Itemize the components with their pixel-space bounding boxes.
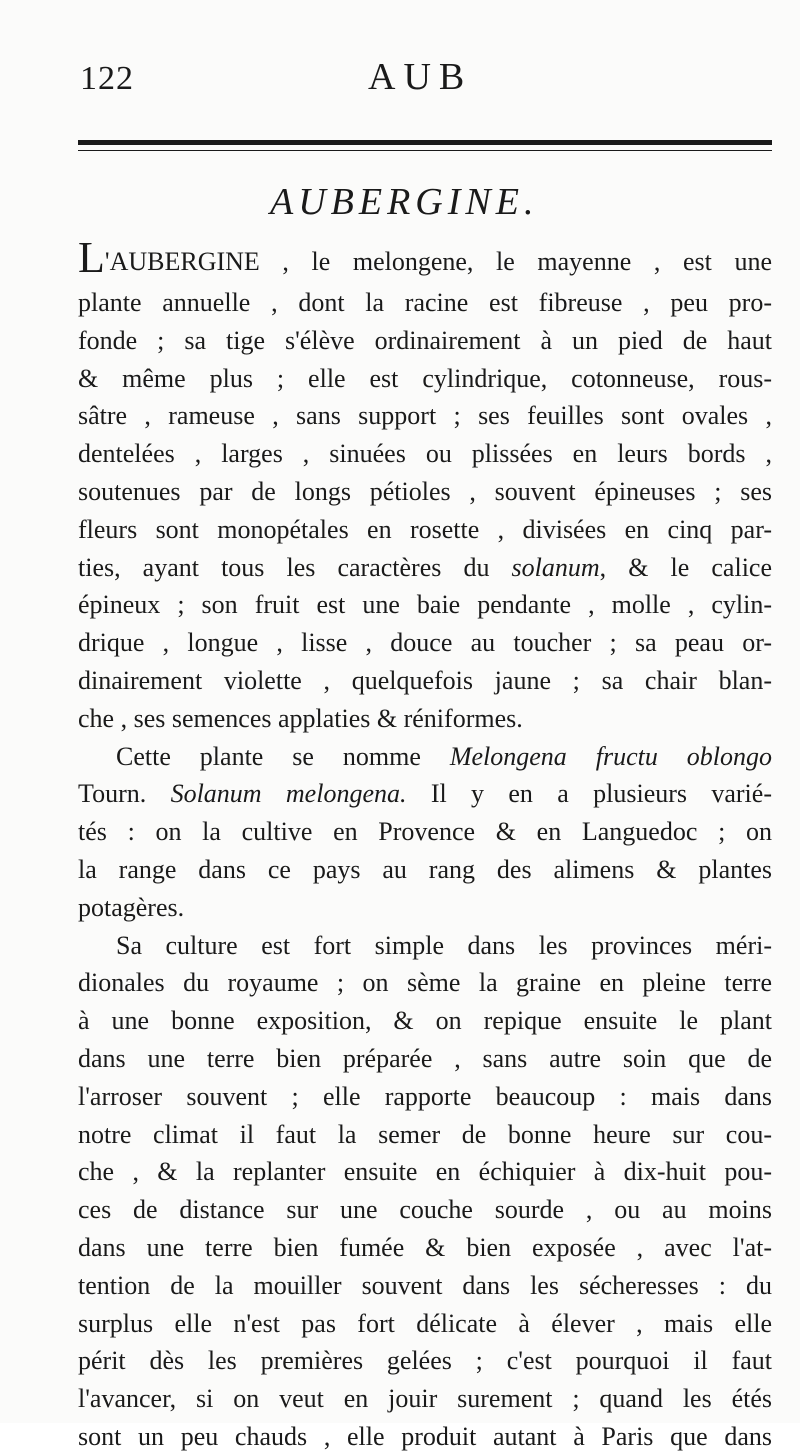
paragraph <box>78 233 772 738</box>
line-text: & même plus ; elle est cylindrique, cotonneuse, rous- <box>78 363 772 393</box>
line-text: sont un peu chauds , elle produit autant à Paris que dans <box>78 1421 772 1451</box>
line-text: l'avancer, si on veut en jouir surement ; quand les étés <box>78 1384 772 1414</box>
text-line <box>78 662 772 700</box>
text-line <box>78 813 772 851</box>
line-text: à une bonne exposition, & on repique ensuite le plant <box>78 1006 772 1036</box>
line-text: dans une terre bien fumée & bien exposée , avec l'at- <box>78 1232 772 1262</box>
text-line <box>78 511 772 549</box>
line-text: sâtre , rameuse , sans support ; ses feuilles sont ovales , <box>78 401 772 431</box>
text-line <box>78 775 772 813</box>
line-text: ces de distance sur une couche sourde , ou au moins <box>78 1195 772 1225</box>
line-text: périt dès les premières gelées ; c'est pourquoi il faut <box>78 1346 772 1376</box>
text-line <box>78 1418 772 1456</box>
line-text: dans une terre bien préparée , sans autre soin que de <box>78 1043 772 1073</box>
header-rule-thin <box>78 150 772 151</box>
line-text: tention de la mouiller souvent dans les sécheresses : du <box>78 1270 772 1300</box>
line-text: Il y en a plusieurs varié- <box>406 779 772 809</box>
article-body <box>78 233 773 1456</box>
line-text: Cette plante se nomme <box>116 741 450 771</box>
text-line <box>78 284 772 322</box>
line-text: 'AUBERGINE , le melongene, le mayenne , est une <box>104 247 772 276</box>
text-line <box>78 1078 772 1116</box>
article-title: AUBERGINE. <box>270 181 539 223</box>
text-line <box>78 889 772 927</box>
text-line <box>78 1191 772 1229</box>
text-line <box>78 473 772 511</box>
text-line <box>78 1342 772 1380</box>
text-line <box>78 586 772 624</box>
line-text: notre climat il faut la semer de bonne heure sur cou- <box>78 1119 772 1149</box>
line-text: surplus elle n'est pas fort délicate à élever , mais elle <box>78 1308 772 1338</box>
paragraph <box>78 738 772 927</box>
text-line <box>78 1116 772 1154</box>
text-line <box>78 851 772 889</box>
text-line <box>78 927 772 965</box>
text-line <box>78 360 772 398</box>
text-line <box>78 1229 772 1267</box>
italic-term: Solanum melongena. <box>170 779 407 809</box>
line-text: ties, ayant tous les caractères du <box>78 552 512 582</box>
paragraph <box>78 927 772 1456</box>
text-line <box>78 738 772 776</box>
initial-letter: L <box>78 233 105 282</box>
text-line <box>78 1267 772 1305</box>
text-line <box>78 322 772 360</box>
line-text: , & le calice <box>599 552 772 582</box>
line-text: Sa culture est fort simple dans les provinces méri- <box>116 930 772 960</box>
line-text: dionales du royaume ; on sème la graine en pleine terre <box>78 968 772 998</box>
line-text: fonde ; sa tige s'élève ordinairement à un pied de haut <box>78 325 772 355</box>
line-text: plante annuelle , dont la racine est fibreuse , peu pro- <box>78 288 772 317</box>
line-text: tés : on la cultive en Provence & en Languedoc ; on <box>78 817 772 847</box>
header-rule-thick <box>78 140 772 145</box>
text-line <box>78 1305 772 1343</box>
text-line <box>78 624 772 662</box>
line-text: dentelées , larges , sinuées ou plissées en leurs bords , <box>78 439 772 469</box>
text-line <box>78 435 772 473</box>
text-line <box>78 700 772 738</box>
line-text: l'arroser souvent ; elle rapporte beaucoup : mais dans <box>78 1081 772 1111</box>
text-line <box>78 964 772 1002</box>
page-number: 122 <box>80 60 134 97</box>
text-line <box>78 397 772 435</box>
line-text: che , & la replanter ensuite en échiquier à dix-huit pou- <box>78 1157 772 1187</box>
text-line <box>78 549 772 587</box>
text-line <box>78 1040 772 1078</box>
line-text: soutenues par de longs pétioles , souvent épineuses ; ses <box>78 476 772 506</box>
text-line <box>78 1380 772 1418</box>
text-line <box>78 1153 772 1191</box>
text-line <box>78 233 772 284</box>
line-text: épineux ; son fruit est une baie pendante , molle , cylin- <box>78 590 772 620</box>
line-text: Tourn. <box>78 779 171 809</box>
line-text: la range dans ce pays au rang des alimens & plantes <box>78 854 772 884</box>
italic-term: Melongena fructu oblongo <box>449 741 773 771</box>
line-text: drique , longue , lisse , douce au toucher ; sa peau or- <box>78 628 772 658</box>
line-text: potagères. <box>78 892 185 922</box>
running-head: AUB <box>368 56 473 98</box>
line-text: dinairement violette , quelquefois jaune ; sa chair blan- <box>78 665 772 695</box>
text-line <box>78 1002 772 1040</box>
line-text: fleurs sont monopétales en rosette , divisées en cinq par- <box>78 514 772 544</box>
line-text: che , ses semences applaties & réniformes. <box>78 703 523 733</box>
italic-term: solanum <box>511 552 600 582</box>
